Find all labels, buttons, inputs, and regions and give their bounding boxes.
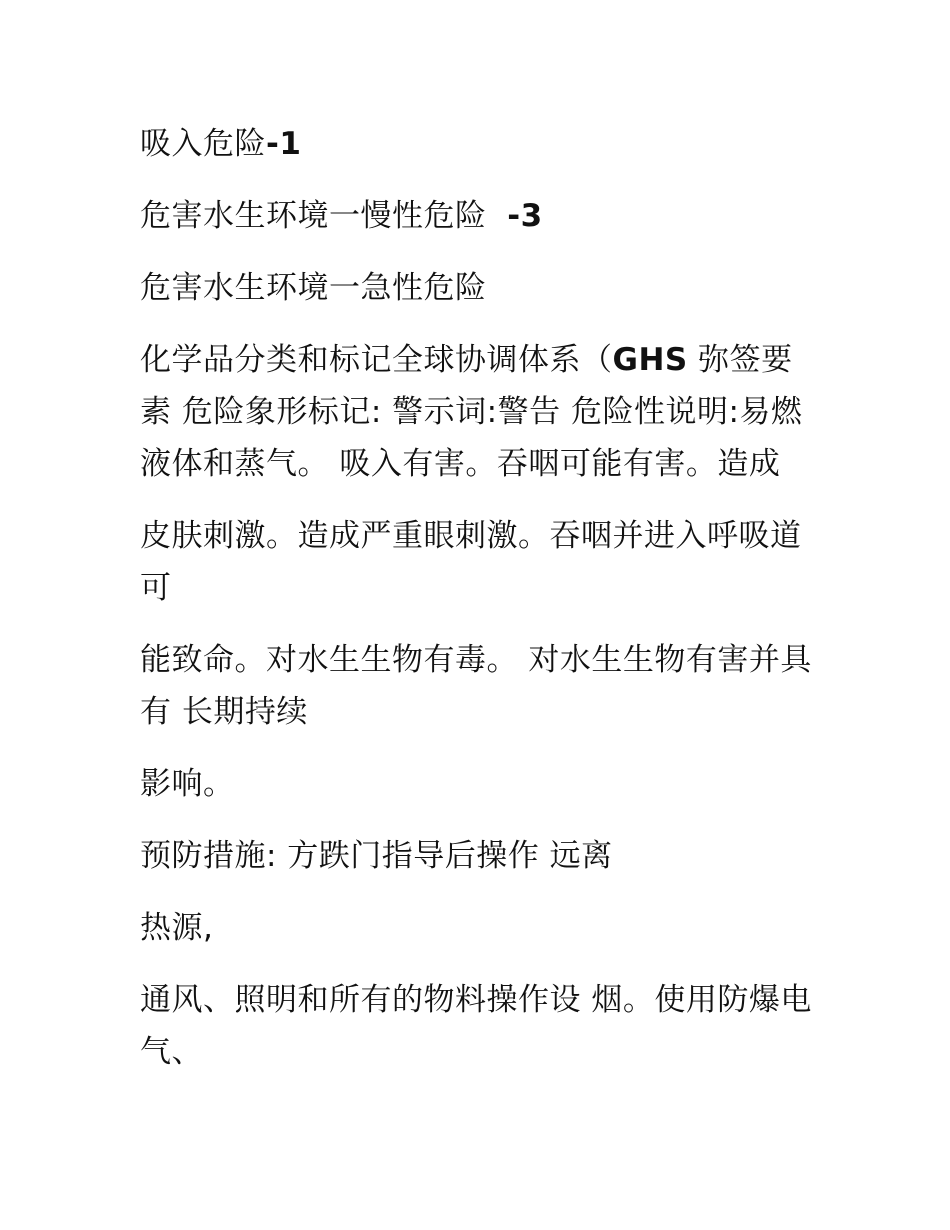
document-body — [140, 118, 820, 1098]
paragraph-chronic-aquatic-hazard — [140, 190, 820, 242]
paragraph-text: 危害水生环境一急性危险 — [140, 270, 487, 306]
paragraph-effects — [140, 758, 820, 810]
paragraph-text: 通风、照明和所有的物料操作设 烟。使用防爆电气、 — [140, 982, 812, 1070]
paragraph-skin-irritation — [140, 510, 820, 614]
paragraph-text: 化学品分类和标记全球协调体系（ — [140, 342, 613, 378]
hazard-category: -1 — [266, 126, 302, 162]
paragraph-ghs-label-elements — [140, 334, 820, 490]
paragraph-acute-aquatic-hazard — [140, 262, 820, 314]
paragraph-aquatic-toxicity — [140, 634, 820, 738]
paragraph-text: 皮肤刺激。造成严重眼刺激。吞咽并进入呼吸道可 — [140, 518, 802, 606]
paragraph-text: 预防措施: 方跌门指导后操作 远离 — [140, 838, 613, 874]
paragraph-text: 影响。 — [140, 766, 235, 802]
hazard-category: -3 — [507, 198, 543, 234]
paragraph-text: 热源, — [140, 910, 214, 946]
paragraph-heat-source — [140, 902, 820, 954]
ghs-abbreviation: GHS — [612, 342, 688, 378]
paragraph-text: 危害水生环境一慢性危险 — [140, 198, 487, 234]
paragraph-text: 弥签要素 危险象形标记: 警示词:警告 危险性说明:易燃液体和蒸气。 吸入有害。吞咽可能有害。造成 — [140, 342, 803, 482]
paragraph-ventilation — [140, 974, 820, 1078]
paragraph-text: 吸入危险 — [140, 126, 266, 162]
paragraph-text: 能致命。对水生生物有毒。 对水生生物有害并具有 长期持续 — [140, 642, 812, 730]
paragraph-precautions — [140, 830, 820, 882]
paragraph-aspiration-hazard — [140, 118, 820, 170]
